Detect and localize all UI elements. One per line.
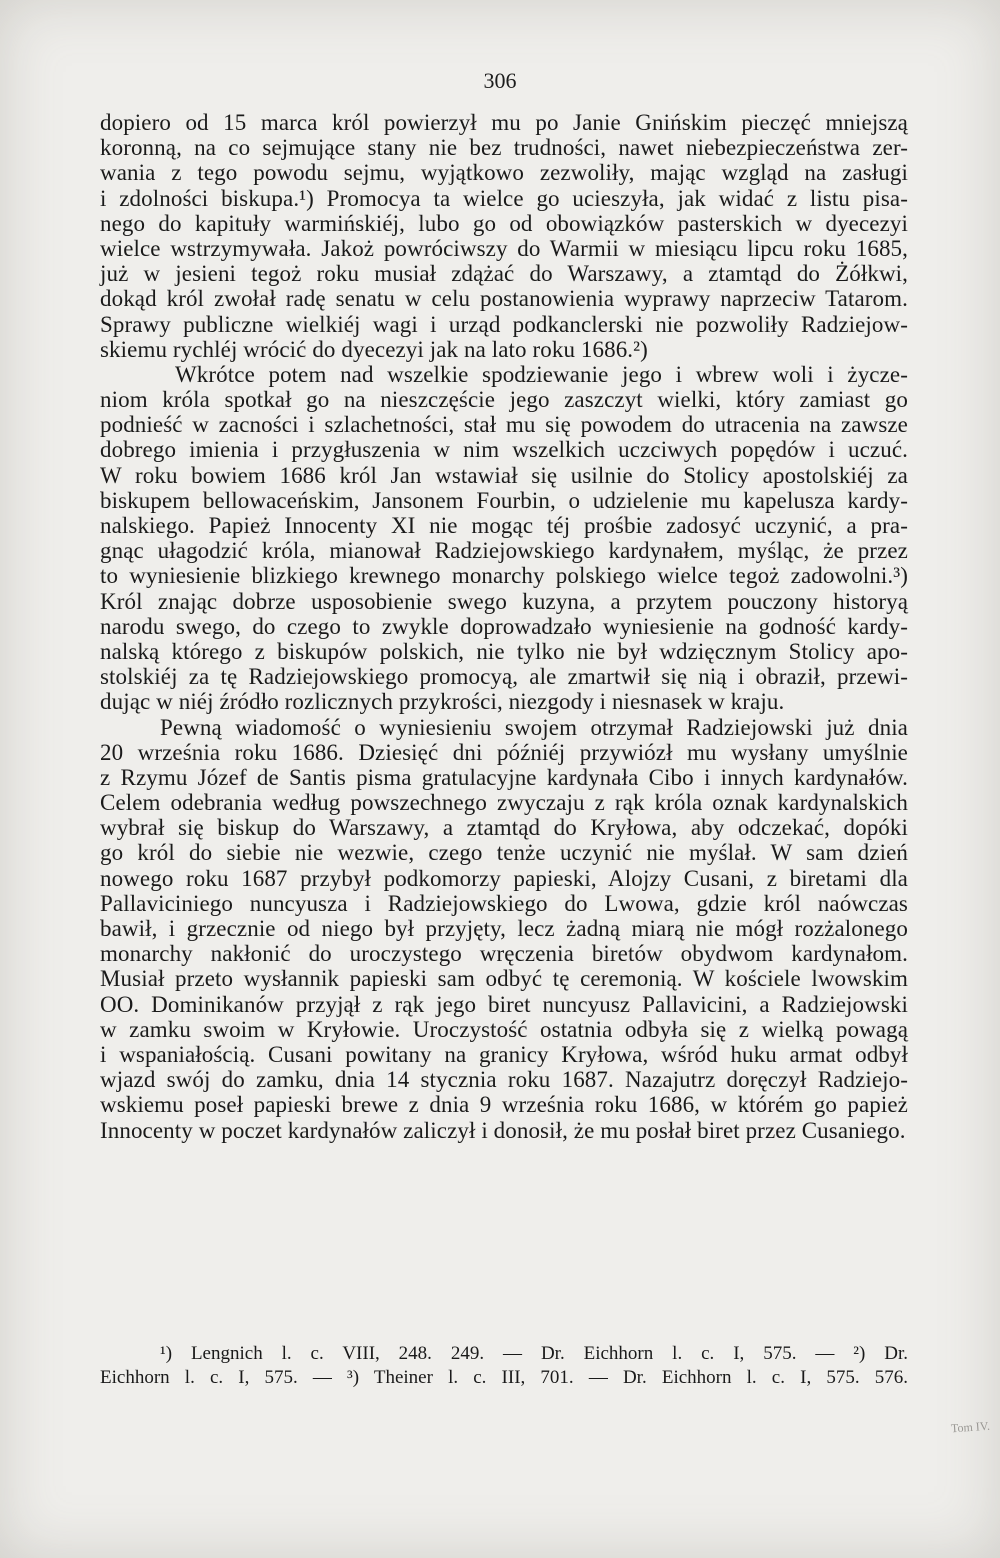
text-line: biskupem bellowaceńskim, Jansonem Fourbin, o udzielenie mu kapelusza kardy- — [100, 487, 908, 513]
text-line: Wkrótce potem nad wszelkie spodziewanie jego i wbrew woli i życze- — [175, 361, 908, 387]
text-line: Musiał przeto wysłannik papieski sam odbyć tę ceremonią. W kościele lwowskim — [100, 966, 908, 992]
text-line: wskiemu poseł papieski brewe z dnia 9 września roku 1686, w którém go papież — [100, 1092, 908, 1118]
text-line: gnąc ułagodzić króla, mianował Radziejowskiego kardynałem, myśląc, że przez — [100, 538, 908, 564]
text-line: i wspaniałością. Cusani powitany na granicy Kryłowa, wśród huku armat odbył — [100, 1041, 908, 1067]
text-line: z Rzymu Józef de Santis pisma gratulacyjne kardynała Cibo i innych kardynałów. — [100, 764, 908, 790]
page-number: 306 — [483, 68, 517, 93]
text-line: Pallaviciniego nuncyusza i Radziejowskiego do Lwowa, gdzie król naówczas — [100, 890, 908, 916]
text-line: niom króla spotkał go na nieszczęście jego zaszczyt wielki, który zamiast go — [100, 387, 908, 413]
text-line: wielce wstrzymywała. Jakoż powróciwszy do Warmii w miesiącu lipcu roku 1685, — [100, 235, 908, 261]
text-line: skiemu rychléj wrócić do dyecezyi jak na lato roku 1686.²) — [100, 336, 648, 362]
text-line: i zdolności biskupa.¹) Promocya ta wielce go ucieszyła, jak widać z listu pisa- — [100, 185, 908, 211]
text-line: nowego roku 1687 przybył podkomorzy papieski, Alojzy Cusani, z biretami dla — [100, 865, 908, 891]
text-line: nalskiego. Papież Innocenty XI nie mogąc téj prośbie zadosyć uczynić, a pra- — [100, 513, 908, 538]
text-line: narodu swego, do czego to zwykle doprowadzało wyniesienie na godność kardy- — [100, 613, 908, 639]
text-line: w zamku swoim w Kryłowie. Uroczystość ostatnia odbyła się z wielką powagą — [100, 1016, 908, 1042]
text-line: Pewną wiadomość o wyniesieniu swojem otrzymał Radziejowski już dnia — [160, 714, 908, 740]
footnotes — [100, 1342, 908, 1390]
text-line: stolskiéj za tę Radziejowskiego promocyą, ale zmartwił się nią i obraził, przewi- — [100, 664, 908, 690]
footnote-line: Eichhorn l. c. I, 575. — ³) Theiner l. c. III, 701. — Dr. Eichhorn l. c. I, 575. 576. — [100, 1367, 908, 1388]
volume-mark: Tom IV. — [950, 1418, 991, 1436]
text-line: Król znając dobrze usposobienie swego kuzyna, a przytem pouczony historyą — [100, 588, 908, 614]
text-line: bawił, i grzecznie od niego był przyjęty, lecz żadną miarą nie mógł rozżalonego — [100, 916, 908, 941]
text-line: dopiero od 15 marca król powierzył mu po Janie Gnińskim pieczęć mniejszą — [100, 110, 908, 135]
main-text — [100, 110, 908, 1143]
footnote-line: ¹) Lengnich l. c. VIII, 248. 249. — Dr. Eichhorn l. c. I, 575. — ²) Dr. — [160, 1343, 908, 1364]
text-line: wjazd swój do zamku, dnia 14 stycznia roku 1687. Nazajutrz doręczył Radziejo- — [100, 1067, 908, 1093]
text-line: go król do siebie nie wezwie, czego tenże uczynić nie myślał. W sam dzień — [100, 840, 908, 866]
text-line: Celem odebrania według powszechnego zwyczaju z rąk króla oznak kardynalskich — [100, 790, 908, 816]
text-line: dobrego imienia i przygłuszenia w nim wszelkich uczciwych popędów i uczuć. — [100, 437, 908, 463]
text-line: OO. Dominikanów przyjął z rąk jego biret nuncyusz Pallavicini, a Radziejowski — [100, 991, 908, 1017]
text-line: monarchy nakłonić do uroczystego wręczenia biretów obydwom kardynałom. — [100, 941, 908, 967]
text-line: wybrał się biskup do Warszawy, a ztamtąd do Kryłowa, aby odczekać, dopóki — [100, 815, 908, 841]
text-line: W roku bowiem 1686 król Jan wstawiał się usilnie do Stolicy apostolskiéj za — [100, 462, 908, 488]
text-line: podnieść w zacności i szlachetności, stał mu się powodem do utracenia na zawsze — [100, 412, 908, 438]
text-line: dokąd król zwołał radę senatu w celu postanowienia wyprawy naprzeciw Tatarom. — [100, 286, 908, 312]
text-line: wania z tego powodu sejmu, wyjątkowo zezwoliły, mając wzgląd na zasługi — [100, 160, 908, 186]
text-line: nego do kapituły warmińskiéj, lubo go od obowiązków pasterskich w dyecezyi — [100, 210, 908, 236]
text-line: nalską którego z biskupów polskich, nie tylko nie był wdzięcznym Stolicy apo- — [100, 638, 908, 664]
text-line: dując w niéj źródło rozlicznych przykrości, niezgody i niesnasek w kraju. — [100, 689, 785, 715]
text-line: już w jesieni tegoż roku musiał zdążać do Warszawy, a ztamtąd do Żółkwi, — [100, 261, 908, 287]
text-line: Sprawy publiczne wielkiéj wagi i urząd podkanclerski nie pozwoliły Radziejow- — [100, 311, 908, 337]
text-line: to wyniesienie blizkiego krewnego monarchy polskiego wielce tegoż zadowolni.³) — [100, 563, 908, 589]
text-line: Innocenty w poczet kardynałów zaliczył i donosił, że mu posłał biret przez Cusaniego. — [100, 1117, 906, 1143]
text-line: koronną, na co sejmujące stany nie bez trudności, nawet niebezpieczeństwa zer- — [100, 135, 908, 161]
text-line: 20 września roku 1686. Dziesięć dni późniéj przywiózł mu wysłany umyślnie — [100, 739, 908, 765]
